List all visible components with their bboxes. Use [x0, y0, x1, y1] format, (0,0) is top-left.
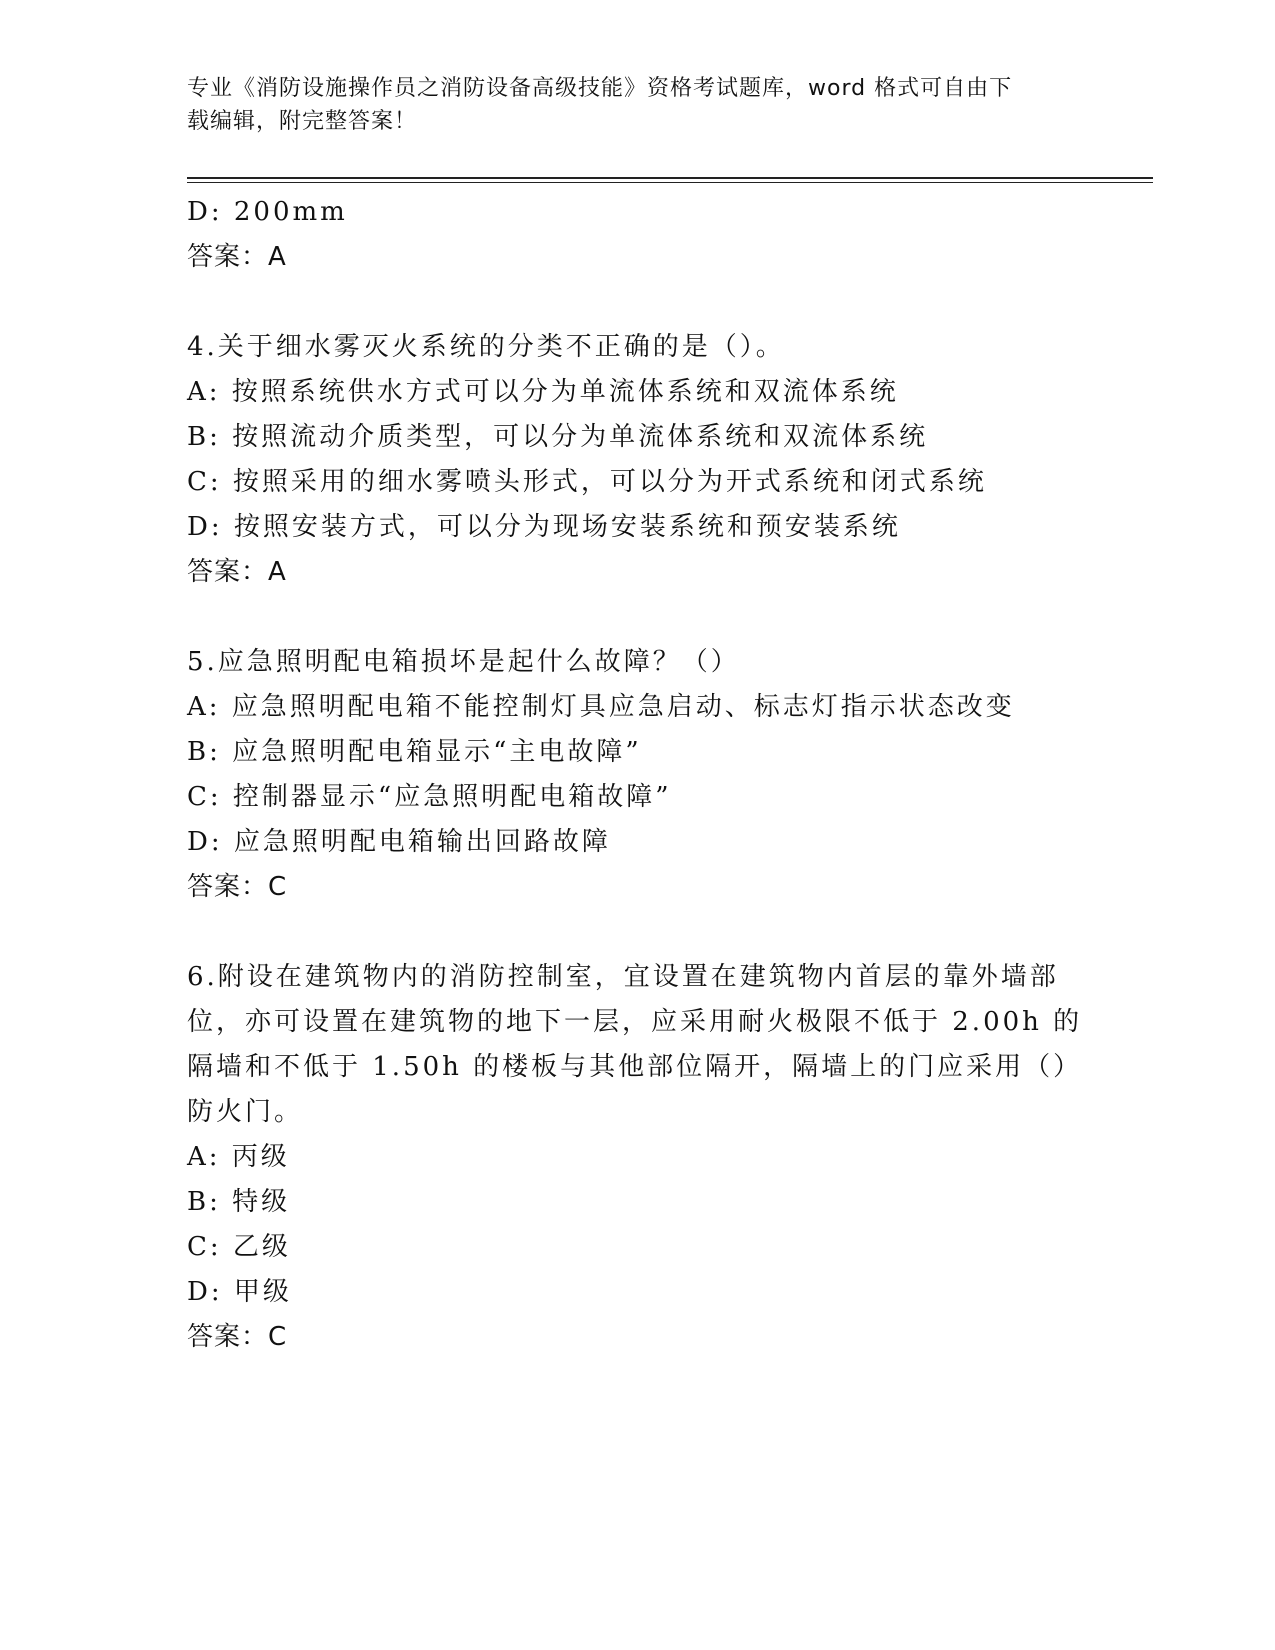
question-stem-line: 防火门。 — [187, 1097, 304, 1127]
header-line-1: 专业《消防设施操作员之消防设备高级技能》资格考试题库，word 格式可自由下 — [187, 76, 1013, 101]
answer-line: 答案：A — [187, 242, 287, 272]
header-rule-thick — [187, 177, 1153, 179]
option-c: C: 乙级 — [187, 1232, 291, 1262]
document-body — [187, 190, 1087, 1360]
header-rule-thin — [187, 182, 1153, 183]
answer-line: 答案：C — [187, 872, 288, 902]
option-d: D: 200mm — [187, 197, 348, 227]
question-4 — [187, 325, 1087, 595]
prev-question-tail — [187, 190, 1087, 280]
option-b: B: 应急照明配电箱显示“主电故障” — [187, 737, 642, 767]
question-stem-line: 位，亦可设置在建筑物的地下一层，应采用耐火极限不低于 2.00h 的 — [187, 1007, 1083, 1037]
option-c: C: 按照采用的细水雾喷头形式，可以分为开式系统和闭式系统 — [187, 467, 987, 497]
question-5 — [187, 640, 1087, 910]
spacer — [187, 910, 1087, 955]
option-d: D: 甲级 — [187, 1277, 292, 1307]
document-header — [187, 72, 1067, 138]
header-line-2: 载编辑，附完整答案！ — [187, 109, 418, 134]
question-stem: 5.应急照明配电箱损坏是起什么故障？（） — [187, 647, 740, 677]
option-c: C: 控制器显示“应急照明配电箱故障” — [187, 782, 672, 812]
spacer — [187, 595, 1087, 640]
answer-line: 答案：A — [187, 557, 287, 587]
option-a: A: 应急照明配电箱不能控制灯具应急启动、标志灯指示状态改变 — [187, 692, 1015, 722]
question-6 — [187, 955, 1087, 1360]
option-d: D: 按照安装方式，可以分为现场安装系统和预安装系统 — [187, 512, 901, 542]
question-stem: 4.关于细水雾灭火系统的分类不正确的是（）。 — [187, 332, 785, 362]
option-b: B: 特级 — [187, 1187, 291, 1217]
option-d: D: 应急照明配电箱输出回路故障 — [187, 827, 611, 857]
option-a: A: 按照系统供水方式可以分为单流体系统和双流体系统 — [187, 377, 899, 407]
answer-line: 答案：C — [187, 1322, 288, 1352]
question-stem — [187, 955, 1083, 1135]
option-a: A: 丙级 — [187, 1142, 290, 1172]
question-stem-line: 隔墙和不低于 1.50h 的楼板与其他部位隔开，隔墙上的门应采用（） — [187, 1052, 1083, 1082]
spacer — [187, 280, 1087, 325]
question-stem-line: 6.附设在建筑物内的消防控制室，宜设置在建筑物内首层的靠外墙部 — [187, 962, 1059, 992]
option-b: B: 按照流动介质类型，可以分为单流体系统和双流体系统 — [187, 422, 929, 452]
